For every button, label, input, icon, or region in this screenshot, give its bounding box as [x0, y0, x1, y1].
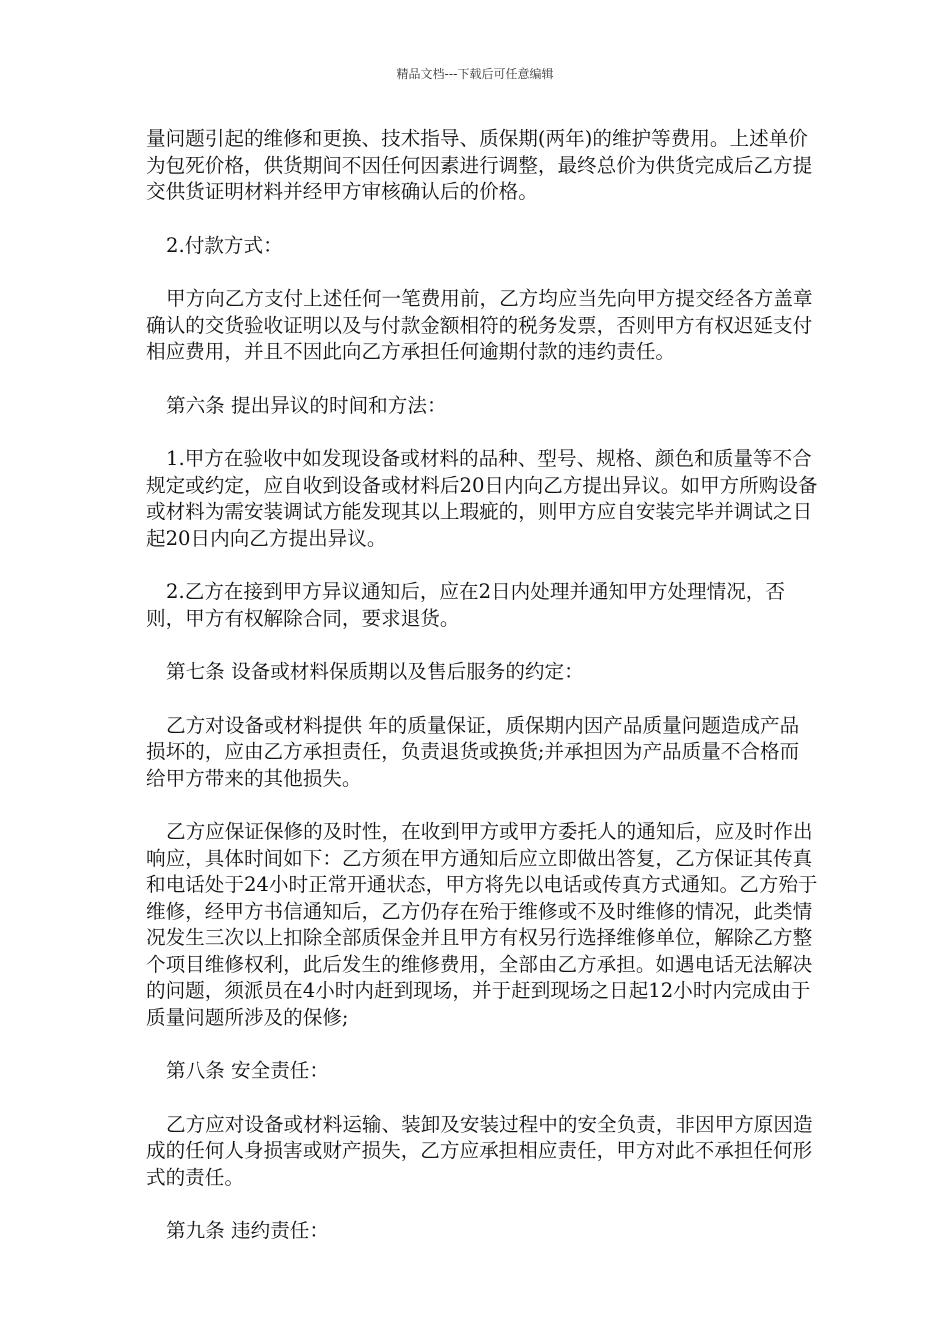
article-nine-heading: 第九条 违约责任：	[166, 1219, 329, 1242]
paragraph-safety: 乙方应对设备或材料运输、装卸及安装过程中的安全负责，非因甲方原因造成的任何人身损害或财产损失，乙方应承担相应责任，甲方对此不承担任何形式的责任。	[146, 1112, 813, 1189]
paragraph-price-terms: 量问题引起的维修和更换、技术指导、质保期(两年)的维护等费用。上述单价为包死价格，供货期间不因任何因素进行调整，最终总价为供货完成后乙方提交供货证明材料并经甲方审核确认后的价格。	[146, 127, 813, 203]
page-header: 精品文档---下载后可任意编辑	[396, 67, 554, 81]
article-eight-heading: 第八条 安全责任：	[166, 1059, 329, 1082]
article-seven-heading: 第七条 设备或材料保质期以及售后服务的约定：	[166, 660, 584, 683]
paragraph-objection-2: 2.乙方在接到甲方异议通知后，应在2日内处理并通知甲方处理情况，否则，甲方有权解除合同，要求退货。	[146, 580, 785, 630]
paragraph-objection-1: 1.甲方在验收中如发现设备或材料的品种、型号、规格、颜色和质量等不合规定或约定，应自收到设备或材料后20日内向乙方提出异议。如甲方所购设备或材料为需安装调试方能发现其以上瑕疵的，则甲方应自安装完毕并调试之日起20日内向乙方提出异议。	[146, 447, 818, 550]
paragraph-repair-service: 乙方应保证保修的及时性，在收到甲方或甲方委托人的通知后，应及时作出响应，具体时间如下：乙方须在甲方通知后应立即做出答复，乙方保证其传真和电话处于24小时正常开通状态，甲方将先以电话或传真方式通知。乙方殆于维修，经甲方书信通知后，乙方仍存在殆于维修或不及时维修的情况，此类情况发生三次以上扣除全部质保金并且甲方有权另行选择维修单位，解除乙方整个项目维修权利，此后发生的维修费用，全部由乙方承担。如遇电话无法解决的问题，须派员在4小时内赶到现场，并于赶到现场之日起12小时内完成由于质量问题所涉及的保修;	[146, 820, 818, 1029]
paragraph-warranty: 乙方对设备或材料提供 年的质量保证，质保期内因产品质量问题造成产品损坏的，应由乙方承担责任，负责退货或换货;并承担因为产品质量不合格而给甲方带来的其他损失。	[146, 713, 800, 790]
article-six-heading: 第六条 提出异议的时间和方法：	[166, 393, 447, 417]
paragraph-payment-heading: 2.付款方式：	[166, 233, 283, 257]
paragraph-payment-terms: 甲方向乙方支付上述任何一笔费用前，乙方均应当先向甲方提交经各方盖章确认的交货验收证明以及与付款金额相符的税务发票，否则甲方有权迟延支付相应费用，并且不因此向乙方承担任何逾期付款的违约责任。	[146, 287, 813, 363]
document-body	[146, 126, 818, 1272]
